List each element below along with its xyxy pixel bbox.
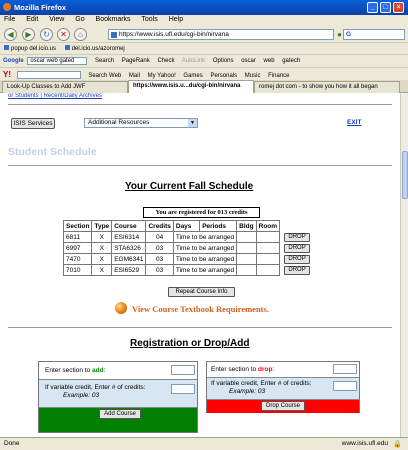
chevron-down-icon: ▼ (188, 119, 197, 127)
add-button-row (39, 408, 197, 432)
yahoo-search-web[interactable]: Search Web (88, 73, 122, 79)
tab-romej[interactable]: romej dot com - to show you how it all began (254, 81, 400, 93)
add-section-label: Enter section to add: (45, 367, 106, 374)
cell-section: 6997 (64, 243, 92, 254)
table-row (64, 243, 313, 254)
cell-course: STA6326 (112, 243, 146, 254)
divider (8, 327, 392, 328)
col-type: Type (92, 221, 112, 232)
reload-icon[interactable]: ↻ (40, 28, 53, 41)
bookmarks-toolbar (0, 43, 408, 54)
google-gatech[interactable]: gatech (282, 58, 301, 64)
add-credits-input[interactable] (171, 384, 195, 394)
cell-credits: 03 (146, 254, 173, 265)
schedule-table (63, 220, 313, 276)
cell-days: Time to be arranged (173, 243, 236, 254)
drop-button[interactable]: DROP (284, 255, 310, 264)
resources-selected-value: Additional Resources (88, 119, 150, 126)
minimize-button[interactable]: _ (367, 2, 378, 13)
google-check[interactable]: Check (157, 58, 175, 64)
table-row (64, 265, 313, 276)
cell-bldg (237, 265, 256, 276)
top-links[interactable]: or Students | Recent/Daily Archives (8, 93, 102, 99)
menu-tools[interactable]: Tools (141, 16, 158, 23)
google-pagerank[interactable]: PageRank (121, 58, 150, 64)
drop-course-panel (206, 361, 360, 413)
yahoo-toolbar (0, 67, 408, 80)
drop-button-row (207, 400, 359, 413)
drop-section-input[interactable] (333, 364, 357, 374)
col-credits: Credits (146, 221, 173, 232)
cell-section: 7470 (64, 254, 92, 265)
google-web[interactable]: web (263, 58, 275, 64)
add-course-button[interactable]: Add Course (99, 409, 141, 419)
yahoo-search-input[interactable] (17, 71, 81, 79)
search-box[interactable] (343, 29, 405, 40)
divider (8, 104, 392, 105)
col-section: Section (64, 221, 92, 232)
add-credits-row (39, 380, 197, 408)
cell-credits: 04 (146, 232, 173, 243)
cell-course: ESI6314 (112, 232, 146, 243)
google-oscar[interactable]: oscar (241, 58, 256, 64)
google-autolink[interactable]: AutoLink (181, 58, 206, 64)
drop-credits-input[interactable] (333, 381, 357, 391)
registration-heading: Registration or Drop/Add (130, 338, 250, 349)
cell-bldg (237, 254, 256, 265)
add-course-panel (38, 361, 198, 433)
home-icon[interactable]: ⌂ (74, 28, 87, 41)
col-days: Days (173, 221, 199, 232)
cell-room (256, 232, 279, 243)
yahoo-mail[interactable]: Mail (128, 73, 140, 79)
menu-bookmarks[interactable]: Bookmarks (95, 16, 131, 23)
cell-course: ESI6529 (112, 265, 146, 276)
drop-credits-row (207, 378, 359, 400)
student-schedule-title: Student Schedule (8, 146, 97, 158)
tab-bar (0, 80, 408, 93)
google-options[interactable]: Options (212, 58, 234, 64)
yahoo-my-yahoo[interactable]: My Yahoo! (147, 73, 176, 79)
drop-button[interactable]: DROP (284, 244, 310, 253)
table-row (64, 232, 313, 243)
cell-credits: 03 (146, 265, 173, 276)
cell-course: EGM6341 (112, 254, 146, 265)
window-title: Mozilla Firefox (14, 3, 67, 12)
orange-orb-icon (115, 302, 127, 314)
cell-days: Time to be arranged (173, 232, 236, 243)
cell-bldg (237, 232, 256, 243)
cell-room (256, 254, 279, 265)
tab-isis-nirvana[interactable]: https://www.isis.u...du/cgi-bin/nirvana (128, 80, 254, 93)
google-logo: Google (3, 58, 24, 64)
drop-button[interactable]: DROP (284, 233, 310, 242)
menu-edit[interactable]: Edit (26, 16, 39, 23)
drop-credits-label: If variable credit, Enter # of credits: Example: 03 (211, 380, 312, 395)
url-text: https://www.isis.ufl.edu/cgi-bin/nirvana (119, 31, 229, 38)
additional-resources-select[interactable] (84, 118, 198, 128)
tab-look-up-classes[interactable]: Look-Up Classes to Add JWF (2, 81, 128, 93)
menu-view[interactable]: View (49, 16, 65, 23)
cell-type: X (92, 232, 112, 243)
menu-bar (0, 15, 408, 26)
table-header (64, 221, 313, 232)
cell-credits: 03 (146, 243, 173, 254)
isis-services-button[interactable]: ISIS Services (11, 118, 55, 129)
cell-days: Time to be arranged (173, 265, 236, 276)
cell-bldg (237, 243, 256, 254)
cell-days: Time to be arranged (173, 254, 236, 265)
search-engine-icon: G (346, 31, 352, 38)
cell-section: 6811 (64, 232, 92, 243)
lock-icon[interactable]: 🔒 (393, 441, 402, 448)
window-title-bar (0, 0, 408, 15)
schedule-heading: Your Current Fall Schedule (125, 181, 254, 192)
drop-course-button[interactable]: Drop Course (261, 401, 305, 411)
close-window-button[interactable]: × (393, 2, 404, 13)
maximize-button[interactable]: □ (380, 2, 391, 13)
col-periods: Periods (200, 221, 237, 232)
add-credits-label: If variable credit, Enter # of credits: Example: 03 (45, 384, 146, 399)
yahoo-logo: Y! (3, 70, 11, 79)
google-search-button[interactable]: Search (95, 58, 115, 64)
drop-button[interactable]: DROP (284, 266, 310, 275)
cell-section: 7010 (64, 265, 92, 276)
menu-help[interactable]: Help (168, 16, 184, 23)
go-icon[interactable]: ● (337, 30, 342, 39)
drop-section-row (207, 362, 359, 378)
cell-type: X (92, 265, 112, 276)
status-url: www.isis.ufl.edu (341, 440, 388, 447)
google-toolbar (0, 54, 408, 67)
textbook-requirements-link[interactable]: View Course Textbook Requirements. (132, 304, 269, 314)
add-section-input[interactable] (171, 365, 195, 375)
status-bar (0, 437, 408, 450)
col-bldg: Bldg (237, 221, 256, 232)
bookmark-delicious-azoromej[interactable]: del.icio.us/azoromej (65, 46, 125, 52)
site-favicon-icon (111, 32, 117, 38)
page-content (0, 93, 400, 437)
exit-link[interactable]: EXIT (347, 119, 362, 126)
google-search-select[interactable]: oscar web gated (27, 57, 87, 65)
menu-file[interactable]: File (4, 16, 16, 23)
cell-room (256, 243, 279, 254)
table-row (64, 254, 313, 265)
cell-room (256, 265, 279, 276)
navigation-toolbar (0, 26, 408, 43)
bookmark-popup-delicious[interactable]: popup del.icio.us (4, 46, 56, 52)
col-course: Course (112, 221, 146, 232)
menu-go[interactable]: Go (75, 16, 85, 23)
stop-icon[interactable]: ✕ (57, 28, 70, 41)
col-room: Room (256, 221, 279, 232)
bookmark-icon (4, 45, 9, 50)
cell-type: X (92, 243, 112, 254)
bookmark-icon (65, 45, 70, 50)
back-icon[interactable]: ◀ (4, 28, 17, 41)
yahoo-personals[interactable]: Personals (210, 73, 238, 79)
drop-section-label: Enter section to drop: (211, 366, 275, 373)
yahoo-music[interactable]: Music (244, 73, 261, 79)
divider (8, 165, 392, 166)
scrollbar-thumb[interactable] (402, 151, 408, 199)
forward-icon[interactable]: ▶ (22, 28, 35, 41)
registered-credits: You are registered for 013 credits (143, 207, 260, 218)
status-text: Done (4, 440, 20, 447)
repeat-course-info-button[interactable]: Repeat Course Info (168, 287, 235, 297)
add-section-row (39, 362, 197, 380)
yahoo-games[interactable]: Games (183, 73, 203, 79)
vertical-scrollbar[interactable] (400, 93, 408, 437)
cell-type: X (92, 254, 112, 265)
firefox-icon (3, 3, 11, 11)
yahoo-finance[interactable]: Finance (268, 73, 290, 79)
url-bar[interactable] (108, 29, 334, 40)
